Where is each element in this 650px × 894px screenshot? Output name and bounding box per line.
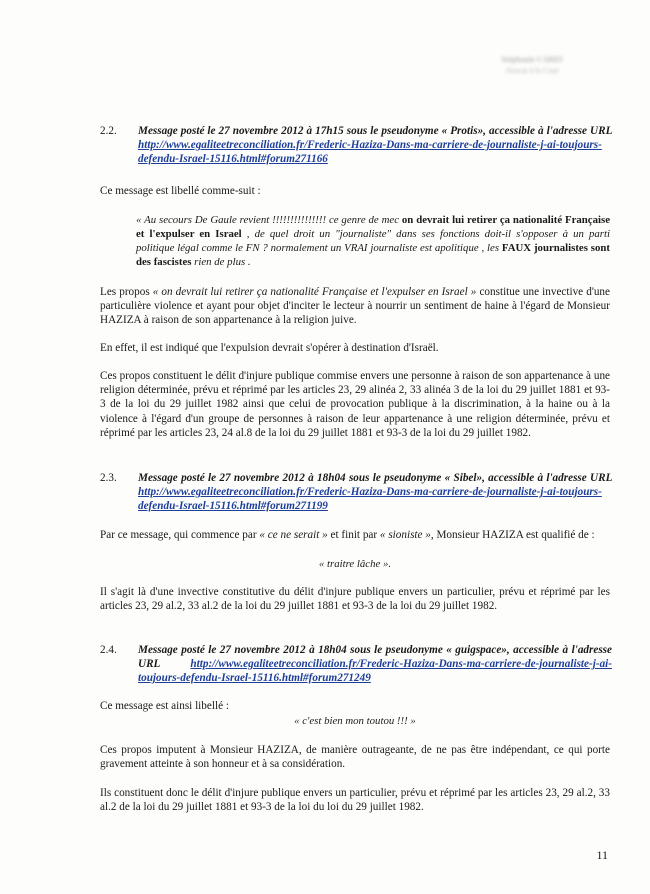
stamp-title: Avocat à la Cour (505, 66, 559, 75)
quote-emphasis: FAUX journalistes sont des fascistes (136, 242, 610, 268)
paragraph-text: Les propos (100, 286, 153, 298)
stamp-name: Stéphanie CAREI (501, 55, 563, 64)
lawyer-stamp (496, 54, 568, 76)
cited-phrase: « sioniste » (379, 529, 431, 541)
body-paragraph: Ils constituent donc le délit d'injure publique envers un particulier, prévu et réprimé par les articles 23, 29 al.2, 33 al.2 de la loi du 29 juillet 1881 et 93-3 de la loi du loi du 29 juillet 1982. (100, 787, 610, 814)
body-paragraph: Il s'agit là d'une invective constitutive du délit d'injure publique envers un particulier, prévu et réprimé par les articles 23, 29 al.2, 33 al.2 de la loi du 29 juillet 1881 et 93-3 de la loi du 29 juillet 1982. (100, 586, 610, 613)
section-intro: Message posté le 27 novembre 2012 à 18h04 sous le pseudonyme « guigspace», accessible à l'adresse URL (138, 644, 612, 671)
section-2-2-heading (100, 124, 612, 167)
message-label: Ce message est ainsi libellé : (100, 700, 229, 712)
quote-text: , de quel droit un "journaliste" dans ses fonctions doit-il s'opposer à un parti politique légal comme le FN ? normalement un VRAI journaliste est apolitique , les (136, 228, 610, 254)
message-url-link[interactable]: http://www.egaliteetreconciliation.fr/Frederic-Haziza-Dans-ma-carriere-de-journaliste-j-ai-toujours-defendu-Israel-15116.html#forum271199 (138, 486, 602, 513)
section-number: 2.2. (100, 125, 117, 137)
section-2-4-heading (100, 643, 612, 686)
page-number: 11 (596, 848, 608, 862)
body-paragraph: Ces propos constituent le délit d'injure publique commise envers une personne à raison de son appartenance à une religion déterminée, prévu et réprimé par les articles 23, 29 alinéa 2, 33 alinéa 3 de la loi du 29 juillet 1881 et 93-3 de la loi du 29 juillet 1982 ainsi que celui de provocation publique à la discrimination, à la haine ou à la violence à l'égard d'un groupe de personnes à raison de leur appartenance à une religion déterminée, prévu et réprimé par les articles 23, 24 al.8 de la loi du 29 juillet 1881 et 93-3 de la loi du 29 juillet 1982. (100, 370, 610, 439)
message-url-link[interactable]: http://www.egaliteetreconciliation.fr/Frederic-Haziza-Dans-ma-carriere-de-journaliste-j-ai-toujours-defendu-Israel-15116.html#forum271249 (138, 658, 612, 685)
quote-emphasis: on devrait lui retirer ça nationalité Française et l'expulser en Israel (136, 214, 610, 240)
message-quote (136, 213, 610, 269)
quote-text: « Au secours De Gaule revient !!!!!!!!!!!!!!! ce genre de mec (136, 214, 402, 226)
paragraph-text: constitue une invective d'une particulière violence et ayant pour objet d'inciter le lecteur à nourrir un sentiment de haine à l'égard de Monsieur HAZIZA à raison de son appartenance à la religion juive. (100, 286, 610, 327)
section-intro: Message posté le 27 novembre 2012 à 17h15 sous le pseudonyme « Protis», accessible à l'adresse URL (138, 125, 612, 137)
body-paragraph (100, 528, 610, 542)
section-2-3-heading (100, 471, 612, 514)
section-number: 2.4. (100, 644, 117, 656)
cited-phrase: « ce ne serait » (259, 529, 328, 541)
body-paragraph (100, 285, 610, 328)
message-label: Ce message est libellé comme-suit : (100, 185, 261, 197)
paragraph-text: , Monsieur HAZIZA est qualifié de : (430, 529, 595, 541)
section-number: 2.3. (100, 472, 117, 484)
paragraph-text: et finit par (327, 529, 380, 541)
body-paragraph: En effet, il est indiqué que l'expulsion devrait s'opérer à destination d'Israël. (100, 342, 439, 354)
body-paragraph: Ces propos imputent à Monsieur HAZIZA, de manière outrageante, de ne pas être indépendant, ce qui porte gravement atteinte à son honneur et à sa considération. (100, 744, 610, 771)
quote-text: rien de plus . (191, 256, 251, 268)
paragraph-text: Par ce message, qui commence par (100, 529, 260, 541)
section-intro: Message posté le 27 novembre 2012 à 18h04 sous le pseudonyme « Sibel», accessible à l'adresse URL (138, 472, 612, 484)
message-url-link[interactable]: http://www.egaliteetreconciliation.fr/Frederic-Haziza-Dans-ma-carriere-de-journaliste-j-ai-toujours-defendu-Israel-15116.html#forum271166 (138, 139, 602, 166)
message-quote: « c'est bien mon toutou !!! » (294, 715, 416, 727)
message-quote: « traitre lâche ». (318, 558, 392, 570)
cited-phrase: « on devrait lui retirer ça nationalité Française et l'expulser en Israel » (152, 286, 477, 298)
